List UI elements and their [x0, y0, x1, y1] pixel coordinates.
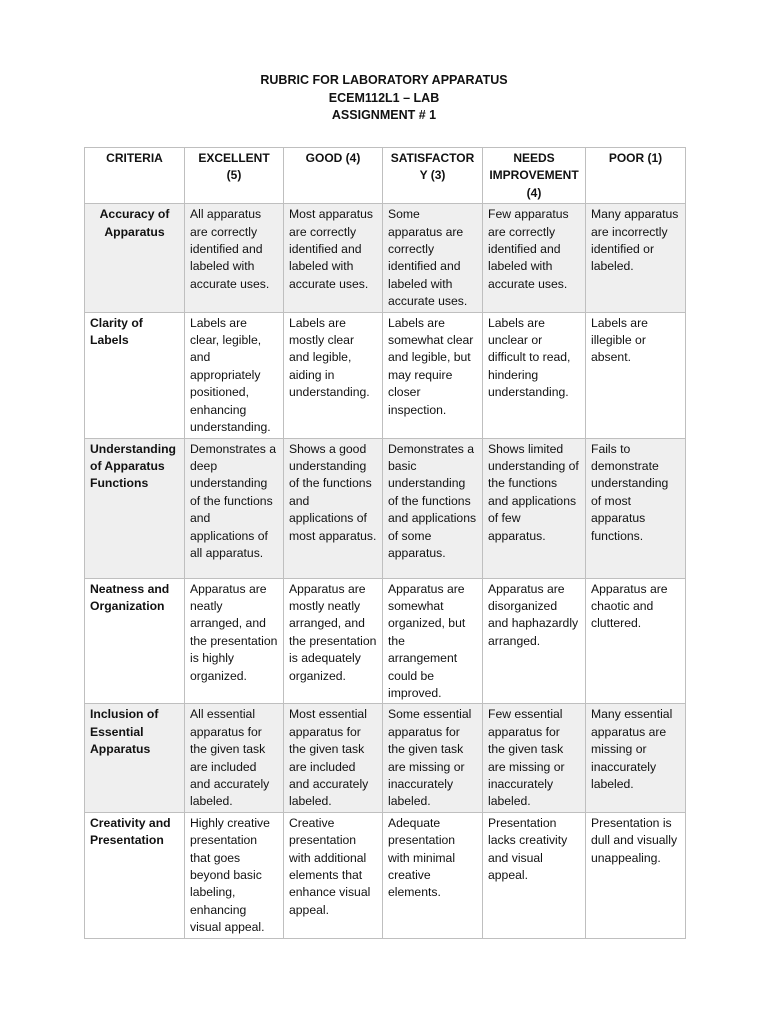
rubric-cell: Some essential apparatus for the given task are missing or inaccurately labeled. — [383, 704, 483, 812]
rubric-cell: Labels are unclear or difficult to read, hindering understanding. — [483, 312, 586, 438]
criteria-cell: Inclusion of Essential Apparatus — [85, 704, 185, 812]
rubric-cell: Apparatus are neatly arranged, and the presentation is highly organized. — [185, 578, 284, 704]
header-needs-improvement: NEEDS IMPROVEMENT (4) — [483, 148, 586, 204]
table-row — [85, 204, 686, 312]
header-excellent: EXCELLENT (5) — [185, 148, 284, 204]
criteria-cell: Accuracy of Apparatus — [85, 204, 185, 312]
table-row — [85, 312, 686, 438]
rubric-cell: Many essential apparatus are missing or inaccurately labeled. — [586, 704, 686, 812]
document-header — [0, 72, 768, 125]
rubric-cell: Highly creative presentation that goes beyond basic labeling, enhancing visual appeal. — [185, 812, 284, 938]
rubric-cell: Few essential apparatus for the given task are missing or inaccurately labeled. — [483, 704, 586, 812]
header-poor: POOR (1) — [586, 148, 686, 204]
table-row — [85, 704, 686, 812]
course-code: ECEM112L1 – LAB — [328, 90, 440, 105]
rubric-cell: Shows a good understanding of the functions and applications of most apparatus. — [284, 438, 383, 578]
rubric-cell: Presentation lacks creativity and visual appeal. — [483, 812, 586, 938]
rubric-cell: Labels are somewhat clear and legible, but may require closer inspection. — [383, 312, 483, 438]
criteria-cell: Understanding of Apparatus Functions — [85, 438, 185, 578]
rubric-cell: Apparatus are somewhat organized, but the arrangement could be improved. — [383, 578, 483, 704]
rubric-cell: Few apparatus are correctly identified and labeled with accurate uses. — [483, 204, 586, 312]
rubric-table — [84, 147, 686, 939]
rubric-cell: Labels are clear, legible, and appropriately positioned, enhancing understanding. — [185, 312, 284, 438]
rubric-cell: All essential apparatus for the given task are included and accurately labeled. — [185, 704, 284, 812]
rubric-cell: Many apparatus are incorrectly identified or labeled. — [586, 204, 686, 312]
table-row — [85, 812, 686, 938]
rubric-cell: Fails to demonstrate understanding of most apparatus functions. — [586, 438, 686, 578]
rubric-cell: Most essential apparatus for the given task are included and accurately labeled. — [284, 704, 383, 812]
rubric-cell: Some apparatus are correctly identified and labeled with accurate uses. — [383, 204, 483, 312]
header-good: GOOD (4) — [284, 148, 383, 204]
rubric-cell: Apparatus are disorganized and haphazardly arranged. — [483, 578, 586, 704]
rubric-cell: Demonstrates a deep understanding of the functions and applications of all apparatus. — [185, 438, 284, 578]
rubric-cell: Adequate presentation with minimal creative elements. — [383, 812, 483, 938]
rubric-cell: Shows limited understanding of the functions and applications of few apparatus. — [483, 438, 586, 578]
rubric-cell: Apparatus are mostly neatly arranged, and the presentation is adequately organized. — [284, 578, 383, 704]
header-satisfactory: SATISFACTORY (3) — [383, 148, 483, 204]
criteria-cell: Creativity and Presentation — [85, 812, 185, 938]
table-row — [85, 438, 686, 578]
criteria-cell: Clarity of Labels — [85, 312, 185, 438]
assignment-label: ASSIGNMENT # 1 — [331, 108, 437, 122]
rubric-cell: All apparatus are correctly identified and labeled with accurate uses. — [185, 204, 284, 312]
rubric-cell: Apparatus are chaotic and cluttered. — [586, 578, 686, 704]
rubric-cell: Labels are illegible or absent. — [586, 312, 686, 438]
rubric-cell: Creative presentation with additional elements that enhance visual appeal. — [284, 812, 383, 938]
header-criteria: CRITERIA — [85, 148, 185, 204]
rubric-cell: Demonstrates a basic understanding of the functions and applications of some apparatus. — [383, 438, 483, 578]
table-row — [85, 578, 686, 704]
rubric-cell: Most apparatus are correctly identified and labeled with accurate uses. — [284, 204, 383, 312]
document-title: RUBRIC FOR LABORATORY APPARATUS — [260, 73, 508, 87]
criteria-cell: Neatness and Organization — [85, 578, 185, 704]
header-row — [85, 148, 686, 204]
rubric-cell: Presentation is dull and visually unappealing. — [586, 812, 686, 938]
rubric-cell: Labels are mostly clear and legible, aiding in understanding. — [284, 312, 383, 438]
